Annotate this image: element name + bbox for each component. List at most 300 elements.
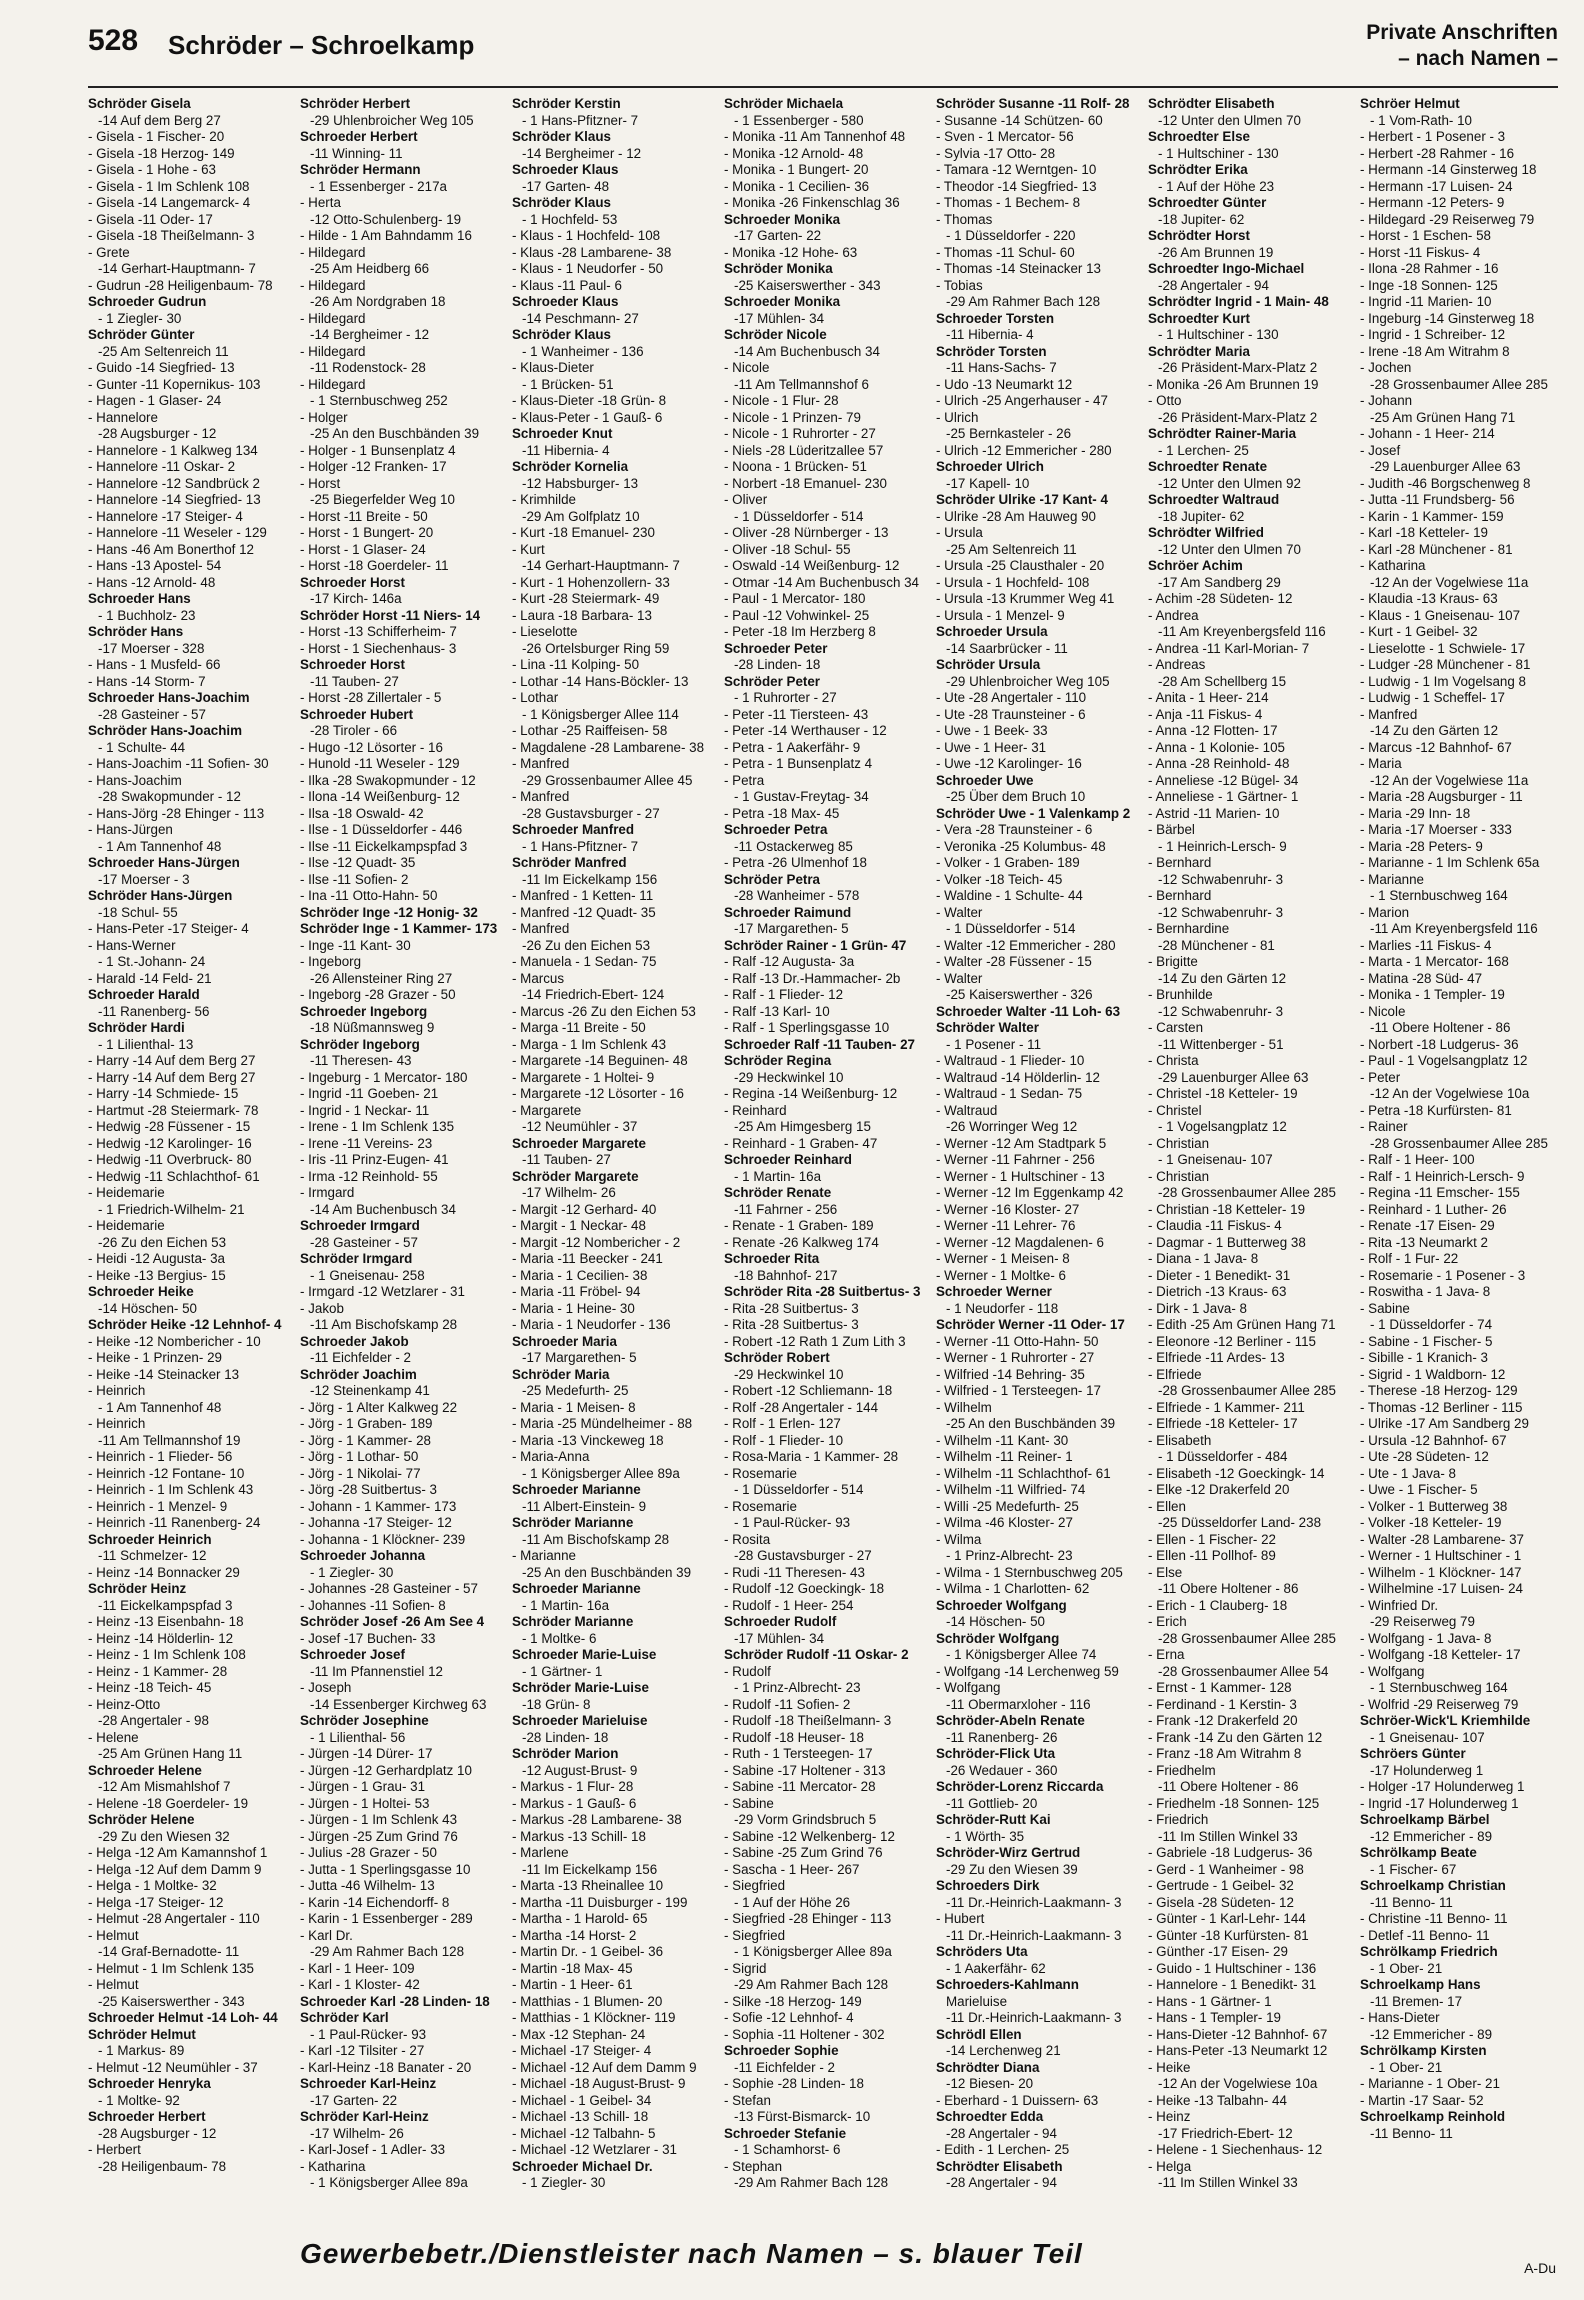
entry-line: -12 An der Vogelwiese 11a — [1370, 574, 1529, 590]
entry-line: - Ursula -13 Krummer Weg 41 — [936, 591, 1115, 606]
entry-line: - Monika - 1 Bungert- 20 — [724, 162, 869, 177]
entry-surname-line: Schröder Ingeborg — [300, 1036, 420, 1052]
entry-line: -25 Am Grünen Hang 71 — [1370, 409, 1516, 425]
entry-line: -14 Höschen- 50 — [946, 1614, 1045, 1629]
entry-line: -12 Otto-Schulenberg- 19 — [310, 211, 462, 227]
entry-line: -25 Am Heidberg 66 — [310, 261, 430, 276]
entry-line: - Horst - 1 Bungert- 20 — [300, 525, 434, 540]
entry-line: - Grete — [88, 244, 130, 260]
entry-line: -12 Schwabenruhr- 3 — [1158, 871, 1284, 887]
entry-line: - Jürgen -25 Zum Grind 76 — [300, 1828, 458, 1844]
entry-line: - Walter -12 Emmericher - 280 — [936, 937, 1116, 953]
entry-line: - Karl -12 Tilsiter - 27 — [300, 2043, 425, 2058]
entry-line: - Franz -18 Am Witrahm 8 — [1148, 1746, 1302, 1761]
entry-line: - Volker -18 Teich- 45 — [936, 871, 1063, 887]
entry-line: - Heike -13 Talbahn- 44 — [1148, 2092, 1287, 2108]
entry-line: - Sophie -28 Linden- 18 — [724, 2076, 864, 2091]
entry-line: - 1 Ober- 21 — [1370, 1960, 1443, 1976]
entry-line: - Heike -12 Nombericher - 10 — [88, 1333, 261, 1349]
entry-surname-line: Schroeder Klaus — [512, 294, 619, 309]
entry-line: - 1 Heinrich-Lersch- 9 — [1158, 838, 1287, 854]
entry-line: - Marga -11 Breite - 50 — [512, 1020, 646, 1035]
entry-line: - Jörg - 1 Graben- 189 — [300, 1416, 433, 1431]
entry-line: - Peter -14 Werthauser - 12 — [724, 723, 887, 738]
entry-line: - Waltraud - 1 Flieder- 10 — [936, 1053, 1085, 1068]
entry-line: - Holger — [300, 409, 348, 425]
entry-surname-line: Schroeders Dirk — [936, 1878, 1040, 1893]
entry-line: -11 Eichfelder - 2 — [310, 1350, 411, 1365]
entry-surname-line: Schröder Peter — [724, 673, 821, 689]
entry-surname-line: Schroeder Herbert — [88, 2109, 206, 2124]
entry-line: - Tamara -12 Werntgen- 10 — [936, 162, 1097, 177]
entry-line: -25 Biegerfelder Weg 10 — [310, 492, 455, 507]
entry-line: - Hans -46 Am Bonerthof 12 — [88, 541, 254, 557]
entry-line: - Michael - 1 Geibel- 34 — [512, 2092, 652, 2108]
entry-line: - Hildegard — [300, 244, 366, 260]
entry-line: - Ruth - 1 Tersteegen- 17 — [724, 1746, 873, 1761]
entry-line: - Helene -18 Goerdeler- 19 — [88, 1795, 249, 1811]
entry-line: - Maria - 1 Meisen- 8 — [512, 1399, 636, 1415]
entry-line: - Gisela -28 Südeten- 12 — [1148, 1894, 1294, 1910]
entry-line: - Petra — [724, 772, 765, 788]
entry-line: - Hedwig -28 Füssener - 15 — [88, 1119, 251, 1134]
entry-line: - 1 Gustav-Freytag- 34 — [734, 789, 869, 804]
entry-line: -25 An den Buschbänden 39 — [946, 1416, 1116, 1431]
entry-line: -28 Gustavsburger - 27 — [522, 805, 660, 821]
entry-line: - 1 Ruhrorter - 27 — [734, 690, 837, 705]
entry-line: -11 Benno- 11 — [1370, 1894, 1453, 1910]
entry-line: - Gisela -18 Herzog- 149 — [88, 145, 235, 161]
entry-line: - Maria -25 Mündelheimer - 88 — [512, 1416, 693, 1431]
entry-line: - Rudolf -18 Heuser- 18 — [724, 1729, 864, 1745]
entry-line: - Oliver — [724, 492, 768, 507]
entry-line: -11 Obere Holtener - 86 — [1158, 1581, 1299, 1596]
entry-surname-line: Schröder Regina — [724, 1053, 832, 1068]
entry-line: - 1 Hans-Pfitzner- 7 — [522, 112, 639, 128]
entry-line: - Hans - 1 Musfeld- 66 — [88, 657, 221, 672]
entry-line: - Monika -11 Am Tannenhof 48 — [724, 129, 906, 144]
entry-line: -14 Friedrich-Ebert- 124 — [522, 987, 665, 1002]
entry-line: - Helga -12 Am Kamannshof 1 — [88, 1845, 268, 1860]
entry-line: - Christian — [1148, 1135, 1210, 1151]
entry-line: - Margit -12 Gerhard- 40 — [512, 1201, 657, 1217]
entry-line: - Ulrich — [936, 409, 979, 425]
entry-line: - Jörg - 1 Alter Kalkweg 22 — [300, 1399, 458, 1415]
entry-line: -25 Kaiserswerther - 343 — [734, 277, 881, 293]
entry-surname-line: Schröder Nicole — [724, 327, 827, 342]
entry-line: - Wilma — [936, 1531, 982, 1547]
entry-surname-line: Schröder Michaela — [724, 96, 844, 111]
entry-line: -28 Wanheimer - 578 — [734, 888, 860, 903]
entry-line: - Marta -13 Rheinallee 10 — [512, 1878, 664, 1893]
entry-line: - Holger -12 Franken- 17 — [300, 459, 447, 474]
entry-line: - Paul - 1 Mercator- 180 — [724, 591, 866, 606]
entry-line: - Hans-Peter -17 Steiger- 4 — [88, 921, 249, 936]
entry-surname-line: Schroeder Werner — [936, 1284, 1052, 1299]
entry-line: - Werner -12 Am Stadtpark 5 — [936, 1135, 1107, 1151]
entry-line: -26 Am Brunnen 19 — [1158, 244, 1274, 260]
entry-surname-line: Schroeder Monika — [724, 294, 841, 309]
entry-line: - Harry -14 Auf dem Berg 27 — [88, 1053, 256, 1068]
entry-surname-line: Schröer Helmut — [1360, 96, 1460, 111]
entry-line: -11 Hibernia- 4 — [946, 327, 1034, 342]
entry-line: - Holger - 1 Bunsenplatz 4 — [300, 442, 456, 458]
entry-line: - Marcus — [512, 970, 565, 986]
entry-line: - Rolf - 1 Fur- 22 — [1360, 1251, 1459, 1266]
entry-line: - Herbert - 1 Posener - 3 — [1360, 129, 1506, 144]
entry-surname-line: Schröder Marianne — [512, 1515, 634, 1530]
entry-surname-line: Schroeder Horst — [300, 574, 405, 590]
entry-surname-line: Schroeder Reinhard — [724, 1152, 852, 1167]
entry-line: - Klaus -28 Lambarene- 38 — [512, 244, 672, 260]
entry-surname-line: Schröder Marie-Luise — [512, 1680, 649, 1695]
entry-line: -11 Bremen- 17 — [1370, 1993, 1463, 2009]
entry-line: - Sylvia -17 Otto- 28 — [936, 145, 1056, 161]
entry-line: -11 Gottlieb- 20 — [946, 1795, 1038, 1811]
entry-line: -18 Grün- 8 — [522, 1696, 591, 1712]
entry-line: - Christine -11 Benno- 11 — [1360, 1911, 1508, 1926]
entry-surname-line: Schröder Hardi — [88, 1020, 185, 1035]
entry-line: - Magdalene -28 Lambarene- 38 — [512, 739, 705, 755]
entry-line: -28 Am Schellberg 15 — [1158, 673, 1287, 689]
entry-line: -11 Albert-Einstein- 9 — [522, 1498, 647, 1514]
entry-line: - Thomas — [936, 211, 993, 227]
entry-line: - Sabine — [724, 1795, 774, 1811]
entry-line: - 1 Hultschiner - 130 — [1158, 145, 1279, 161]
page-header — [88, 20, 1558, 68]
entry-line: - 1 Am Tannenhof 48 — [98, 1399, 222, 1415]
entry-line: - Walter -28 Lambarene- 37 — [1360, 1531, 1524, 1547]
entry-surname-line: Schroedter Kurt — [1148, 310, 1250, 326]
entry-line: - Gisela - 1 Hohe - 63 — [88, 162, 217, 177]
entry-line: - Matthias - 1 Klöckner- 119 — [512, 2010, 676, 2025]
entry-line: - Wilfried -14 Behring- 35 — [936, 1366, 1085, 1382]
entry-line: - Ulrike -28 Am Hauweg 90 — [936, 508, 1097, 524]
entry-surname-line: Schröder-Wirz Gertrud — [936, 1845, 1081, 1860]
entry-surname-line: Schroeder Torsten — [936, 310, 1055, 326]
entry-line: - Margarete -14 Beguinen- 48 — [512, 1053, 688, 1068]
entry-line: -14 Gerhart-Hauptmann- 7 — [98, 261, 256, 276]
entry-surname-line: Schröder Helmut — [88, 2026, 196, 2042]
entry-line: - Wilhelm - 1 Klöckner- 147 — [1360, 1564, 1522, 1580]
entry-line: - Hannelore - 1 Benedikt- 31 — [1148, 1977, 1317, 1992]
entry-surname-line: Schroedter Ingo-Michael — [1148, 261, 1305, 276]
entry-line: -29 Zu den Wiesen 39 — [946, 1861, 1078, 1877]
entry-line: - Friedrich — [1148, 1812, 1209, 1827]
entry-line: - Lina -11 Kolping- 50 — [512, 657, 640, 672]
entry-line: - Robert -12 Schliemann- 18 — [724, 1383, 893, 1398]
entry-line: - Ilona -14 Weißenburg- 12 — [300, 789, 460, 804]
entry-line: - Katharina — [300, 2158, 366, 2174]
entry-line: - Wilma - 1 Charlotten- 62 — [936, 1581, 1090, 1596]
entry-line: - Ernst - 1 Kammer- 128 — [1148, 1680, 1292, 1695]
entry-line: - 1 Essenberger - 580 — [734, 112, 864, 128]
entry-line: - Rosa-Maria - 1 Kammer- 28 — [724, 1449, 899, 1464]
entry-line: - Wilfried - 1 Tersteegen- 17 — [936, 1383, 1101, 1398]
entry-line: - Hannelore - 1 Kalkweg 134 — [88, 442, 258, 458]
entry-line: - Hans-Peter -13 Neumarkt 12 — [1148, 2043, 1328, 2058]
entry-line: - 1 Sternbuschweg 164 — [1370, 1680, 1508, 1695]
entry-line: - Elfriede -18 Ketteler- 17 — [1148, 1416, 1298, 1431]
entry-line: - Hermann -12 Peters- 9 — [1360, 195, 1505, 210]
entry-line: - Heinrich -12 Fontane- 10 — [88, 1465, 245, 1481]
entry-line: - Elfriede - 1 Kammer- 211 — [1148, 1399, 1305, 1415]
entry-line: -18 Bahnhof- 217 — [734, 1267, 838, 1283]
entry-line: - Günter - 1 Karl-Lehr- 144 — [1148, 1911, 1306, 1926]
entry-line: -28 Linden- 18 — [522, 1729, 609, 1745]
entry-line: - 1 Düsseldorfer - 484 — [1158, 1449, 1288, 1464]
entry-line: - Anna - 1 Kolonie- 105 — [1148, 739, 1285, 755]
entry-line: -28 Grossenbaumer Allee 285 — [1370, 1135, 1548, 1151]
entry-surname-line: Schröder Uwe - 1 Valenkamp 2 — [936, 805, 1131, 821]
entry-line: - Irene - 1 Im Schlenk 135 — [300, 1119, 455, 1134]
entry-line: - Ursula -12 Bahnhof- 67 — [1360, 1432, 1507, 1448]
entry-line: - Horst — [300, 475, 341, 491]
entry-line: - Reinhard - 1 Luther- 26 — [1360, 1201, 1507, 1217]
entry-line: - Hannelore -11 Oskar- 2 — [88, 459, 236, 474]
entry-line: - Ulrich -12 Emmericher - 280 — [936, 442, 1112, 458]
entry-line: - Hannelore -12 Sandbrück 2 — [88, 475, 260, 491]
entry-line: -29 Am Rahmer Bach 128 — [734, 1977, 889, 1992]
entry-line: - 1 Düsseldorfer - 220 — [946, 228, 1076, 243]
entry-line: - Otmar -14 Am Buchenbusch 34 — [724, 574, 920, 590]
entry-line: - Jürgen - 1 Holtei- 53 — [300, 1795, 430, 1811]
entry-line: - Thomas -14 Steinacker 13 — [936, 261, 1101, 276]
entry-line: - 1 Hans-Pfitzner- 7 — [522, 838, 639, 854]
entry-line: - Elfriede -11 Ardes- 13 — [1148, 1350, 1285, 1365]
entry-line: -14 Auf dem Berg 27 — [98, 112, 221, 128]
entry-line: - Maria — [1360, 756, 1402, 771]
entry-line: -14 Zu den Gärten 12 — [1158, 970, 1287, 986]
entry-line: -14 Bergheimer - 12 — [522, 145, 642, 161]
entry-surname-line: Schroeder Petra — [724, 822, 828, 837]
entry-line: - Horst - 1 Siechenhaus- 3 — [300, 640, 457, 656]
entry-surname-line: Schröder Karl-Heinz — [300, 2109, 429, 2124]
entry-surname-line: Schröder Torsten — [936, 343, 1047, 359]
entry-line: - Renate -26 Kalkweg 174 — [724, 1234, 879, 1250]
entry-line: -17 Margarethen- 5 — [734, 921, 849, 936]
entry-line: - Helga -12 Auf dem Damm 9 — [88, 1861, 262, 1877]
entry-surname-line: Schrödter Wilfried — [1148, 525, 1264, 540]
entry-line: - Ellen -11 Pollhof- 89 — [1148, 1548, 1276, 1563]
entry-line: - Frank -12 Drakerfeld 20 — [1148, 1713, 1298, 1728]
entry-line: - Hildegard -29 Reiserweg 79 — [1360, 211, 1535, 227]
entry-surname-line: Schröder Gisela — [88, 96, 191, 111]
entry-line: - Ulrike -17 Am Sandberg 29 — [1360, 1416, 1529, 1431]
entry-line: - Jutta - 1 Sperlingsgasse 10 — [300, 1861, 471, 1877]
entry-line: - 1 Martin- 16a — [734, 1168, 822, 1184]
entry-line: -11 Dr.-Heinrich-Laakmann- 3 — [946, 2010, 1122, 2025]
entry-line: - Rolf -28 Angertaler - 144 — [724, 1399, 879, 1415]
entry-line: - 1 Sternbuschweg 252 — [310, 393, 448, 408]
entry-line: - Heike - 1 Prinzen- 29 — [88, 1350, 222, 1365]
entry-line: - Hans -14 Storm- 7 — [88, 673, 206, 689]
entry-line: - Dagmar - 1 Butterweg 38 — [1148, 1234, 1306, 1250]
entry-line: - Ellen - 1 Fischer- 22 — [1148, 1531, 1276, 1547]
entry-line: - Uwe -12 Karolinger- 16 — [936, 756, 1082, 771]
entry-line: -28 Grossenbaumer Allee 285 — [1370, 376, 1548, 392]
entry-line: - Gerd - 1 Wanheimer - 98 — [1148, 1861, 1304, 1877]
entry-surname-line: Schroeder Margarete — [512, 1135, 646, 1151]
entry-line: -29 Vorm Grindsbruch 5 — [734, 1812, 877, 1827]
entry-line: -11 Ranenberg- 26 — [946, 1729, 1058, 1745]
entry-line: - 1 Ziegler- 30 — [310, 1564, 394, 1580]
entry-line: - Gisela - 1 Im Schlenk 108 — [88, 178, 250, 194]
entry-line: - Wilma -46 Kloster- 27 — [936, 1515, 1073, 1530]
entry-surname-line: Schroedter Günter — [1148, 195, 1267, 210]
entry-line: - Martha - 1 Harold- 65 — [512, 1911, 648, 1926]
entry-line: - 1 Lilienthal- 13 — [98, 1036, 194, 1052]
entry-line: - Oswald -14 Weißenburg- 12 — [724, 558, 900, 573]
entry-surname-line: Schroedter Else — [1148, 129, 1250, 144]
entry-line: - Oliver -28 Nürnberger - 13 — [724, 525, 889, 540]
entry-line: - Herta — [300, 195, 341, 210]
entry-line: -29 Am Rahmer Bach 128 — [946, 294, 1101, 309]
entry-line: - Edith -25 Am Grünen Hang 71 — [1148, 1317, 1336, 1332]
entry-surname-line: Schroeder Jakob — [300, 1333, 409, 1349]
entry-line: - Wolfgang — [936, 1680, 1001, 1695]
entry-line: - Helga -17 Steiger- 12 — [88, 1894, 224, 1910]
entry-line: -11 Im Stillen Winkel 33 — [1158, 1828, 1298, 1844]
section-title-line-2: – nach Namen – — [1398, 47, 1558, 70]
entry-line: - Hedwig -12 Karolinger- 16 — [88, 1135, 252, 1151]
entry-line: - Hubert — [936, 1911, 985, 1926]
entry-surname-line: Schrödter Erika — [1148, 162, 1248, 177]
entry-line: - Dieter - 1 Benedikt- 31 — [1148, 1267, 1291, 1283]
entry-line: -17 Garten- 48 — [522, 178, 610, 194]
entry-line: -11 Theresen- 43 — [310, 1053, 412, 1068]
entry-line: -17 Garten- 22 — [734, 228, 822, 243]
entry-line: - Dietrich -13 Kraus- 63 — [1148, 1284, 1287, 1299]
entry-line: - Ralf -12 Augusta- 3a — [724, 954, 855, 969]
entry-line: - Heinrich — [88, 1383, 146, 1398]
entry-line: -25 An den Buschbänden 39 — [522, 1564, 692, 1580]
entry-surname-line: Schrödter Elisabeth — [936, 2158, 1063, 2174]
entry-line: -11 Obere Holtener - 86 — [1158, 1779, 1299, 1794]
entry-line: - Monika - 1 Templer- 19 — [1360, 987, 1505, 1002]
entry-surname-line: Schroeder Horst — [300, 657, 405, 672]
entry-line: - Hermann -17 Luisen- 24 — [1360, 178, 1513, 194]
entry-line: -14 Essenberger Kirchweg 63 — [310, 1696, 487, 1712]
entry-line: -25 Am Himgesberg 15 — [734, 1119, 871, 1134]
entry-surname-line: Schroeders-Kahlmann — [936, 1977, 1079, 1992]
entry-line: - 1 Buchholz- 23 — [98, 607, 196, 623]
entry-line: - Dirk - 1 Java- 8 — [1148, 1300, 1247, 1316]
entry-line: - 1 Königsberger Allee 74 — [946, 1647, 1097, 1662]
entry-line: -11 Benno- 11 — [1370, 2125, 1453, 2141]
entry-line: - Claudia -11 Fiskus- 4 — [1148, 1218, 1282, 1233]
entry-line: - Hannelore — [88, 409, 158, 425]
entry-line: - 1 Auf der Höhe 26 — [734, 1894, 851, 1910]
entry-line: - Ilse -12 Quadt- 35 — [300, 855, 416, 870]
entry-line: - Robert -12 Rath 1 Zum Lith 3 — [724, 1333, 906, 1349]
entry-line: - Ulrich -25 Angerhauser - 47 — [936, 393, 1108, 408]
entry-line: - Rosemarie — [724, 1465, 797, 1481]
entry-surname-line: Schröder Hans-Joachim — [88, 723, 243, 738]
entry-line: - Manfred — [512, 921, 570, 936]
entry-line: - Oliver -18 Schul- 55 — [724, 541, 851, 557]
entry-line: - Werner - 1 Meisen- 8 — [936, 1251, 1070, 1266]
entry-line: - Hartmut -28 Steiermark- 78 — [88, 1102, 259, 1118]
entry-line: - Thomas -11 Schul- 60 — [936, 244, 1075, 260]
entry-line: - Martha -11 Duisburger - 199 — [512, 1894, 688, 1910]
entry-line: - Werner - 1 Hultschiner - 13 — [936, 1168, 1105, 1184]
entry-line: -11 Am Bischofskamp 28 — [310, 1317, 458, 1332]
entry-line: - Helmut -28 Angertaler - 110 — [88, 1911, 260, 1926]
entry-line: - Eberhard - 1 Duissern- 63 — [936, 2092, 1099, 2108]
entry-line: -18 Jupiter- 62 — [1158, 508, 1245, 524]
entry-line: -11 Am Bischofskamp 28 — [522, 1531, 670, 1547]
entry-line: - Rolf - 1 Erlen- 127 — [724, 1416, 841, 1431]
entry-line: - Lieselotte — [512, 624, 578, 639]
entry-line: - Monika -12 Hohe- 63 — [724, 244, 858, 260]
entry-line: - Hans-Dieter -12 Bahnhof- 67 — [1148, 2026, 1328, 2042]
directory-column-4 — [724, 96, 922, 2216]
entry-line: - Bärbel — [1148, 822, 1195, 837]
entry-line: - Sofie -12 Lehnhof- 4 — [724, 2010, 854, 2025]
entry-line: -26 Ortelsburger Ring 59 — [522, 640, 670, 656]
entry-line: - Marianne - 1 Ober- 21 — [1360, 2076, 1500, 2091]
entry-line: - Horst - 1 Glaser- 24 — [300, 541, 426, 557]
entry-surname-line: Schröder Kornelia — [512, 459, 629, 474]
entry-line: -29 Am Golfplatz 10 — [522, 508, 640, 524]
entry-line: -14 Lerchenweg 21 — [946, 2043, 1061, 2058]
entry-line: -17 Margarethen- 5 — [522, 1350, 637, 1365]
entry-line: -14 Gerhart-Hauptmann- 7 — [522, 558, 680, 573]
entry-surname-line: Schröder Petra — [724, 871, 821, 887]
entry-line: - Ina -11 Otto-Hahn- 50 — [300, 888, 438, 903]
entry-line: - Johann — [1360, 393, 1413, 408]
entry-line: - Anja -11 Fiskus- 4 — [1148, 706, 1263, 722]
entry-line: - Jochen — [1360, 360, 1412, 375]
entry-surname-line: Schrölkamp Kirsten — [1360, 2043, 1487, 2058]
entry-line: - Günther -17 Eisen- 29 — [1148, 1944, 1288, 1959]
entry-surname-line: Schröder Kerstin — [512, 96, 621, 111]
entry-line: -12 An der Vogelwiese 10a — [1158, 2076, 1318, 2091]
entry-line: -29 Lauenburger Allee 63 — [1158, 1069, 1309, 1085]
entry-line: - Christian -18 Ketteler- 19 — [1148, 1201, 1306, 1217]
entry-line: - 1 Sternbuschweg 164 — [1370, 888, 1508, 903]
entry-line: - 1 Am Tannenhof 48 — [98, 838, 222, 854]
entry-line: - Paul -12 Vohwinkel- 25 — [724, 607, 870, 623]
entry-line: - 1 Fischer- 67 — [1370, 1861, 1457, 1877]
entry-line: - Matina -28 Süd- 47 — [1360, 970, 1483, 986]
entry-line: - Sibille - 1 Kranich- 3 — [1360, 1350, 1489, 1365]
entry-line: - Petra - 1 Bunsenplatz 4 — [724, 756, 873, 771]
entry-surname-line: Schroeder Hubert — [300, 706, 414, 722]
entry-line: - Werner -11 Lehrer- 76 — [936, 1218, 1076, 1233]
entry-line: - Nicole - 1 Prinzen- 79 — [724, 409, 861, 425]
entry-line: - Astrid -11 Marien- 10 — [1148, 805, 1280, 821]
entry-line: - Karl - 1 Kloster- 42 — [300, 1977, 420, 1992]
entry-line: - Ralf - 1 Sperlingsgasse 10 — [724, 1020, 890, 1035]
entry-line: - Waldine - 1 Schulte- 44 — [936, 888, 1083, 903]
entry-line: -12 Schwabenruhr- 3 — [1158, 904, 1284, 920]
entry-line: - Otto — [1148, 393, 1182, 408]
entry-line: - Wolfgang -14 Lerchenweg 59 — [936, 1663, 1119, 1679]
entry-line: - Gabriele -18 Ludgerus- 36 — [1148, 1845, 1313, 1860]
entry-line: - Siegfried — [724, 1927, 786, 1943]
entry-line: - Maria -28 Peters- 9 — [1360, 838, 1483, 854]
entry-line: - Karin -14 Eichendorff- 8 — [300, 1894, 450, 1910]
entry-line: - Hannelore -11 Weseler - 129 — [88, 525, 267, 540]
entry-surname-line: Schröders Uta — [936, 1944, 1028, 1959]
entry-surname-line: Schröder Wolfgang — [936, 1630, 1060, 1646]
entry-line: -25 Kaiserswerther - 343 — [98, 1993, 245, 2009]
entry-line: - Horst - 1 Eschen- 58 — [1360, 228, 1491, 243]
entry-line: - Lothar -14 Hans-Böckler- 13 — [512, 673, 689, 689]
entry-line: -26 Wedauer - 360 — [946, 1762, 1058, 1778]
